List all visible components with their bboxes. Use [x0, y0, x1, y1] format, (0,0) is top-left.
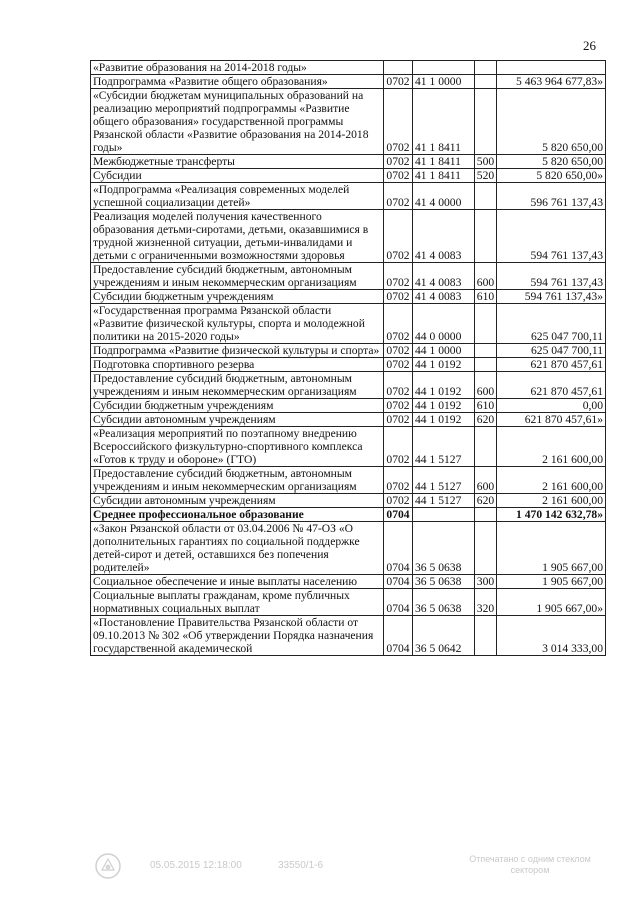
row-expense-type-cell: 520: [475, 169, 497, 183]
row-amount-cell: [497, 61, 606, 75]
row-amount-cell: 5 463 964 677,83»: [497, 75, 606, 89]
budget-table: [90, 60, 606, 656]
seal-icon: [94, 852, 122, 880]
row-name-cell: Социальные выплаты гражданам, кроме публичных нормативных социальных выплат: [91, 589, 384, 616]
row-amount-cell: 621 870 457,61: [497, 358, 606, 372]
row-name-cell: Реализация моделей получения качественного образования детьми-сиротами, детьми, оказавшимися в трудной жизненной ситуации, детьми-инвалидами и детьми с ограниченными возможностями здоровья: [91, 210, 384, 263]
row-section-cell: 0702: [384, 467, 413, 494]
table-row: [91, 210, 606, 263]
row-target-code-cell: 41 4 0083: [413, 290, 475, 304]
row-name-cell: Предоставление субсидий бюджетным, автономным учреждениям и иным некоммерческим организациям: [91, 263, 384, 290]
row-target-code-cell: 44 1 5127: [413, 467, 475, 494]
row-section-cell: 0702: [384, 210, 413, 263]
row-expense-type-cell: [475, 427, 497, 467]
row-name-cell: «Субсидии бюджетам муниципальных образований на реализацию мероприятий подпрограммы «Развитие общего образования» государственной программы Рязанской области «Развитие образования на 2014-2018 годы»: [91, 89, 384, 155]
budget-table-body: [91, 61, 606, 656]
footer-note: Отпечатано с одним стеклом сектором: [469, 854, 591, 875]
row-target-code-cell: 44 1 0192: [413, 372, 475, 399]
footer: [0, 852, 640, 892]
row-amount-cell: 625 047 700,11: [497, 304, 606, 344]
row-target-code-cell: 41 4 0083: [413, 263, 475, 290]
row-target-code-cell: 41 4 0083: [413, 210, 475, 263]
row-expense-type-cell: [475, 304, 497, 344]
row-name-cell: Подпрограмма «Развитие физической культуры и спорта»: [91, 344, 384, 358]
row-section-cell: 0702: [384, 263, 413, 290]
row-section-cell: 0702: [384, 155, 413, 169]
row-amount-cell: 1 905 667,00: [497, 575, 606, 589]
row-target-code-cell: 41 4 0000: [413, 183, 475, 210]
row-amount-cell: 594 761 137,43»: [497, 290, 606, 304]
row-expense-type-cell: [475, 89, 497, 155]
footer-code: 33550/1-6: [278, 860, 324, 871]
row-expense-type-cell: [475, 616, 497, 656]
row-name-cell: Субсидии бюджетным учреждениям: [91, 399, 384, 413]
table-row: [91, 358, 606, 372]
row-name-cell: «Реализация мероприятий по поэтапному внедрению Всероссийского физкультурно-спортивного комплекса «Готов к труду и обороне» (ГТО): [91, 427, 384, 467]
row-target-code-cell: 36 5 0638: [413, 575, 475, 589]
row-section-cell: 0702: [384, 494, 413, 508]
row-name-cell: «Закон Рязанской области от 03.04.2006 № 47-ОЗ «О дополнительных гарантиях по социальной поддержке детей-сирот и детей, оставшихся без попечения родителей»: [91, 522, 384, 575]
row-name-cell: Межбюджетные трансферты: [91, 155, 384, 169]
table-row: [91, 399, 606, 413]
row-amount-cell: 1 905 667,00: [497, 522, 606, 575]
row-section-cell: 0702: [384, 89, 413, 155]
row-expense-type-cell: 610: [475, 290, 497, 304]
row-section-cell: 0704: [384, 508, 413, 522]
row-target-code-cell: [413, 61, 475, 75]
row-amount-cell: 621 870 457,61»: [497, 413, 606, 427]
table-row: [91, 427, 606, 467]
table-row: [91, 467, 606, 494]
row-section-cell: 0702: [384, 290, 413, 304]
table-row: [91, 508, 606, 522]
table-row: [91, 75, 606, 89]
row-amount-cell: 594 761 137,43: [497, 263, 606, 290]
table-row: [91, 290, 606, 304]
row-amount-cell: 2 161 600,00: [497, 427, 606, 467]
table-row: [91, 89, 606, 155]
row-name-cell: Предоставление субсидий бюджетным, автономным учреждениям и иным некоммерческим организациям: [91, 467, 384, 494]
row-target-code-cell: 41 1 8411: [413, 169, 475, 183]
row-amount-cell: 0,00: [497, 399, 606, 413]
table-row: [91, 616, 606, 656]
row-section-cell: 0704: [384, 616, 413, 656]
row-name-cell: «Развитие образования на 2014-2018 годы»: [91, 61, 384, 75]
table-row: [91, 494, 606, 508]
row-target-code-cell: 44 0 0000: [413, 304, 475, 344]
row-name-cell: Субсидии автономным учреждениям: [91, 494, 384, 508]
row-name-cell: Подготовка спортивного резерва: [91, 358, 384, 372]
row-expense-type-cell: 620: [475, 494, 497, 508]
row-name-cell: Субсидии автономным учреждениям: [91, 413, 384, 427]
row-target-code-cell: 44 1 0192: [413, 358, 475, 372]
row-expense-type-cell: 600: [475, 467, 497, 494]
row-section-cell: 0702: [384, 372, 413, 399]
row-section-cell: [384, 61, 413, 75]
row-target-code-cell: 44 1 0192: [413, 399, 475, 413]
row-section-cell: 0702: [384, 399, 413, 413]
row-target-code-cell: 41 1 0000: [413, 75, 475, 89]
table-row: [91, 413, 606, 427]
row-target-code-cell: [413, 508, 475, 522]
row-section-cell: 0704: [384, 575, 413, 589]
row-expense-type-cell: 600: [475, 372, 497, 399]
row-expense-type-cell: [475, 210, 497, 263]
row-name-cell: «Постановление Правительства Рязанской области от 09.10.2013 № 302 «Об утверждении Порядка назначения государственной академической: [91, 616, 384, 656]
row-target-code-cell: 36 5 0638: [413, 589, 475, 616]
row-amount-cell: 1 905 667,00»: [497, 589, 606, 616]
row-section-cell: 0702: [384, 304, 413, 344]
row-section-cell: 0702: [384, 183, 413, 210]
row-expense-type-cell: 610: [475, 399, 497, 413]
row-expense-type-cell: 300: [475, 575, 497, 589]
row-amount-cell: 594 761 137,43: [497, 210, 606, 263]
row-target-code-cell: 44 1 0192: [413, 413, 475, 427]
table-row: [91, 304, 606, 344]
row-expense-type-cell: [475, 183, 497, 210]
row-section-cell: 0702: [384, 169, 413, 183]
row-amount-cell: 2 161 600,00: [497, 494, 606, 508]
row-name-cell: Подпрограмма «Развитие общего образования»: [91, 75, 384, 89]
row-expense-type-cell: 600: [475, 263, 497, 290]
row-name-cell: «Подпрограмма «Реализация современных моделей успешной социализации детей»: [91, 183, 384, 210]
row-target-code-cell: 41 1 8411: [413, 155, 475, 169]
row-name-cell: Социальное обеспечение и иные выплаты населению: [91, 575, 384, 589]
row-expense-type-cell: [475, 508, 497, 522]
row-section-cell: 0702: [384, 413, 413, 427]
row-name-cell: Предоставление субсидий бюджетным, автономным учреждениям и иным некоммерческим организациям: [91, 372, 384, 399]
row-section-cell: 0702: [384, 358, 413, 372]
row-section-cell: 0702: [384, 75, 413, 89]
row-name-cell: Субсидии: [91, 169, 384, 183]
row-expense-type-cell: [475, 358, 497, 372]
table-row: [91, 344, 606, 358]
table-row: [91, 575, 606, 589]
table-row: [91, 169, 606, 183]
table-row: [91, 522, 606, 575]
row-name-cell: «Государственная программа Рязанской области «Развитие физической культуры, спорта и молодежной политики на 2015-2020 годы»: [91, 304, 384, 344]
page-number: 26: [583, 38, 596, 53]
row-expense-type-cell: [475, 75, 497, 89]
footer-date: 05.05.2015 12:18:00: [150, 860, 242, 871]
row-amount-cell: 625 047 700,11: [497, 344, 606, 358]
row-name-cell: Среднее профессиональное образование: [91, 508, 384, 522]
table-row: [91, 263, 606, 290]
row-expense-type-cell: [475, 522, 497, 575]
row-target-code-cell: 44 1 0000: [413, 344, 475, 358]
row-expense-type-cell: [475, 344, 497, 358]
row-amount-cell: 1 470 142 632,78»: [497, 508, 606, 522]
row-section-cell: 0704: [384, 589, 413, 616]
table-row: [91, 183, 606, 210]
table-row: [91, 589, 606, 616]
row-expense-type-cell: [475, 61, 497, 75]
row-section-cell: 0702: [384, 344, 413, 358]
row-expense-type-cell: 500: [475, 155, 497, 169]
row-expense-type-cell: 320: [475, 589, 497, 616]
row-section-cell: 0704: [384, 522, 413, 575]
row-name-cell: Субсидии бюджетным учреждениям: [91, 290, 384, 304]
row-target-code-cell: 36 5 0642: [413, 616, 475, 656]
row-target-code-cell: 41 1 8411: [413, 89, 475, 155]
table-row: [91, 372, 606, 399]
row-amount-cell: 5 820 650,00: [497, 89, 606, 155]
row-expense-type-cell: 620: [475, 413, 497, 427]
row-amount-cell: 5 820 650,00: [497, 155, 606, 169]
row-section-cell: 0702: [384, 427, 413, 467]
table-row: [91, 155, 606, 169]
row-amount-cell: 5 820 650,00»: [497, 169, 606, 183]
row-amount-cell: 3 014 333,00: [497, 616, 606, 656]
table-row: [91, 61, 606, 75]
row-target-code-cell: 44 1 5127: [413, 427, 475, 467]
row-target-code-cell: 44 1 5127: [413, 494, 475, 508]
row-target-code-cell: 36 5 0638: [413, 522, 475, 575]
row-amount-cell: 621 870 457,61: [497, 372, 606, 399]
row-amount-cell: 2 161 600,00: [497, 467, 606, 494]
row-amount-cell: 596 761 137,43: [497, 183, 606, 210]
